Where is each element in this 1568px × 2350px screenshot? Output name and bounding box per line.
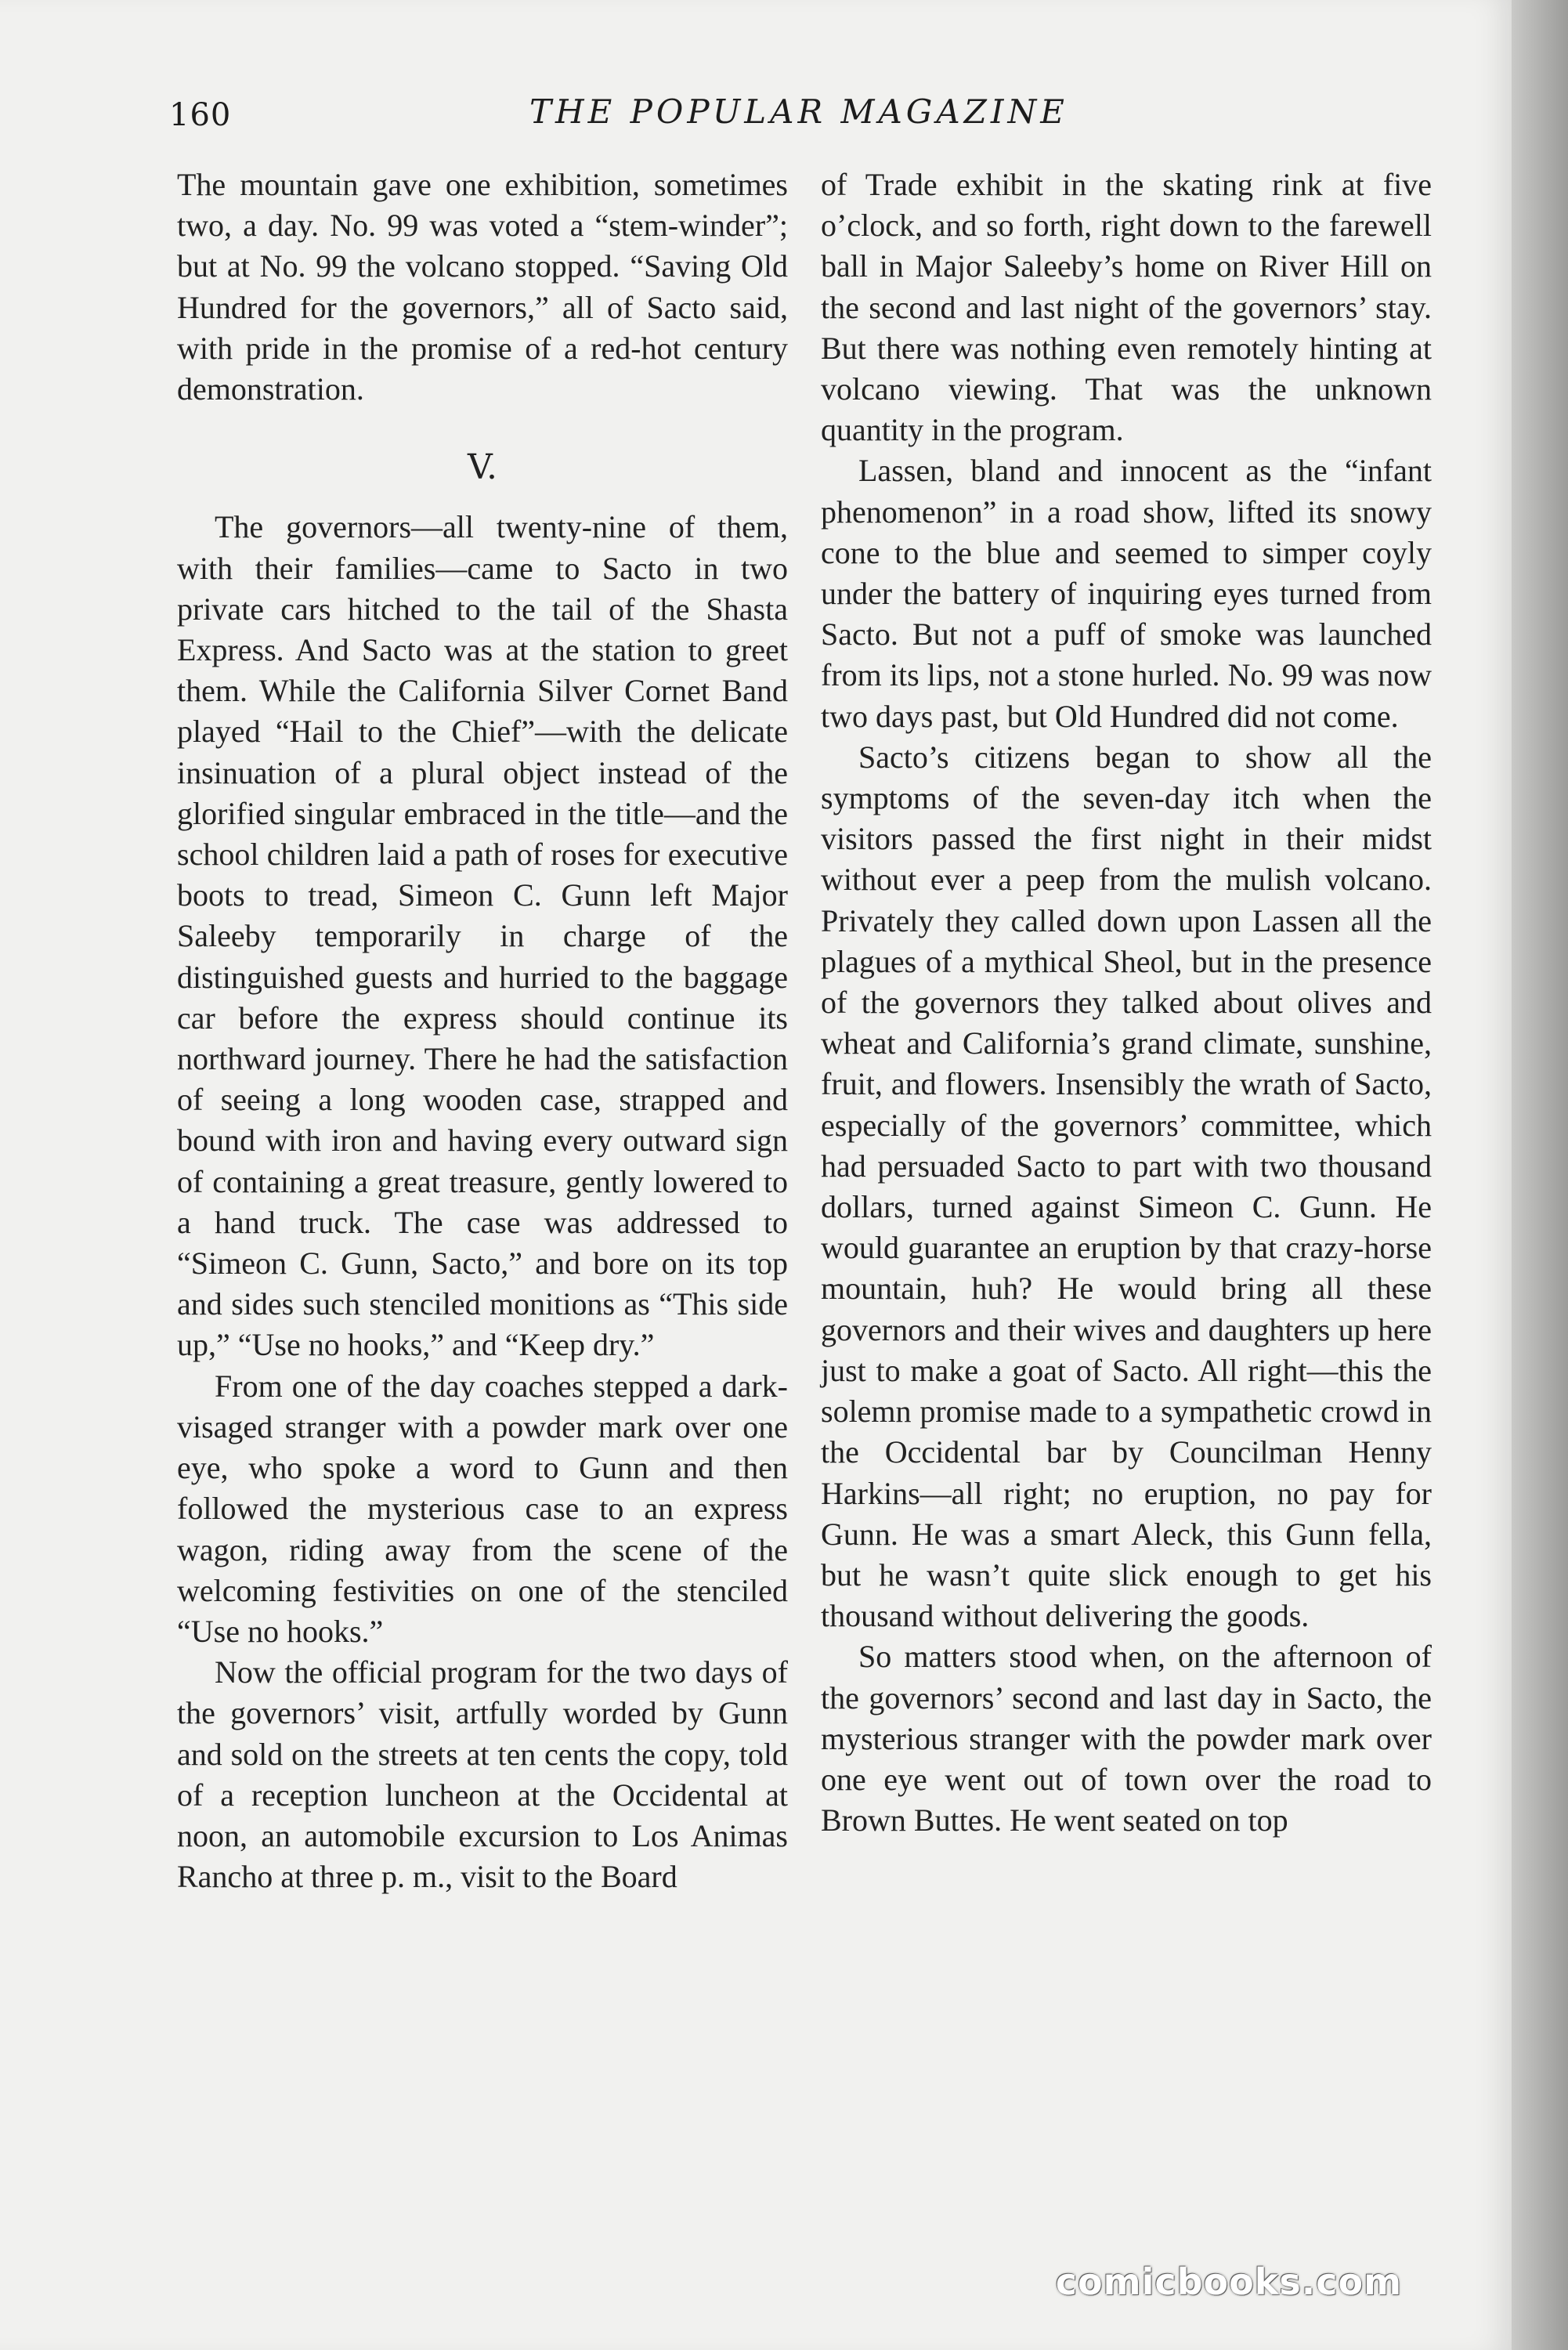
- site-watermark: comicbooks.com: [1055, 2261, 1402, 2303]
- paragraph: The governors—all twenty-nine of them, with their families—came to Sacto in two private cars hitched to the tail of the Shasta Express. And Sacto was at the station to greet them. While the California Silver Cornet Band played “Hail to the Chief”—with the delicate insinuation of a plural object instead of the glorified singular embraced in the title—and the school children laid a path of roses for executive boots to tread, Simeon C. Gunn left Major Saleeby temporarily in charge of the distinguished guests and hurried to the baggage car before the express should continue its northward journey. There he had the satisfaction of seeing a long wooden case, strapped and bound with iron and having every outward sign of containing a great treasure, gently lowered to a hand truck. The case was addressed to “Simeon C. Gunn, Sacto,” and bore on its top and sides such stenciled monitions as “This side up,” “Use no hooks,” and “Keep dry.”: [177, 509, 788, 1363]
- left-column: [177, 164, 788, 2217]
- paragraph: So matters stood when, on the afternoon of the governors’ second and last day in Sacto, the mysterious stranger with the powder mark over one eye went out of town over the road to Brown Buttes. He went seated on top: [821, 1639, 1432, 1838]
- paragraph: Now the official program for the two days of the governors’ visit, artfully worded by Gunn and sold on the streets at ten cents the copy, told of a reception luncheon at the Occidental at noon, an automobile excursion to Los Animas Rancho at three p. m., visit to the Board: [177, 1654, 788, 1895]
- page-edge: [1512, 0, 1568, 2350]
- paragraph: of Trade exhibit in the skating rink at five o’clock, and so forth, right down to the farewell ball in Major Saleeby’s home on River Hill on the second and last night of the governors’ stay. But there was nothing even remotely hinting at volcano viewing. That was the unknown quantity in the program.: [821, 167, 1432, 448]
- running-title: THE POPULAR MAGAZINE: [529, 92, 1068, 131]
- paragraph: From one of the day coaches stepped a dark-visaged stranger with a powder mark over one eye, who spoke a word to Gunn and then followed the mysterious case to an express wagon, riding away from the scene of the welcoming festivities on one of the stenciled “Use no hooks.”: [177, 1368, 788, 1649]
- paragraph: The mountain gave one exhibition, sometimes two, a day. No. 99 was voted a “stem-winder”; but at No. 99 the volcano stopped. “Saving Old Hundred for the governors,” all of Sacto said, with pride in the promise of a red-hot century demonstration.: [177, 167, 788, 407]
- paragraph: Sacto’s citizens began to show all the symptoms of the seven-day itch when the visitors passed the first night in their midst without ever a peep from the mulish volcano. Privately they called down upon Lassen all the plagues of a mythical Sheol, but in the presence of the governors they talked about olives and wheat and California’s grand climate, sunshine, fruit, and flowers. Insensibly the wrath of Sacto, especially of the governors’ committee, which had persuaded Sacto to part with two thousand dollars, turned against Simeon C. Gunn. He would guarantee an eruption by that crazy-horse mountain, huh? He would bring all these governors and their wives and daughters up here just to make a goat of Sacto. All right—this the solemn promise made to a sympathetic crowd in the Occidental bar by Councilman Henny Harkins—all right; no eruption, no pay for Gunn. He was a smart Aleck, this Gunn fella, but he wasn’t quite slick enough to get his thousand without delivering the goods.: [821, 739, 1432, 1634]
- paragraph: Lassen, bland and innocent as the “infant phenomenon” in a road show, lifted its snowy cone to the blue and seemed to simper coyly under the battery of inquiring eyes turned from Sacto. But not a puff of smoke was launched from its lips, not a stone hurled. No. 99 was now two days past, but Old Hundred did not come.: [821, 453, 1432, 734]
- section-number: V.: [467, 447, 498, 488]
- page-header: [169, 92, 1422, 139]
- right-column: [821, 164, 1432, 2217]
- page-number: 160: [169, 97, 232, 133]
